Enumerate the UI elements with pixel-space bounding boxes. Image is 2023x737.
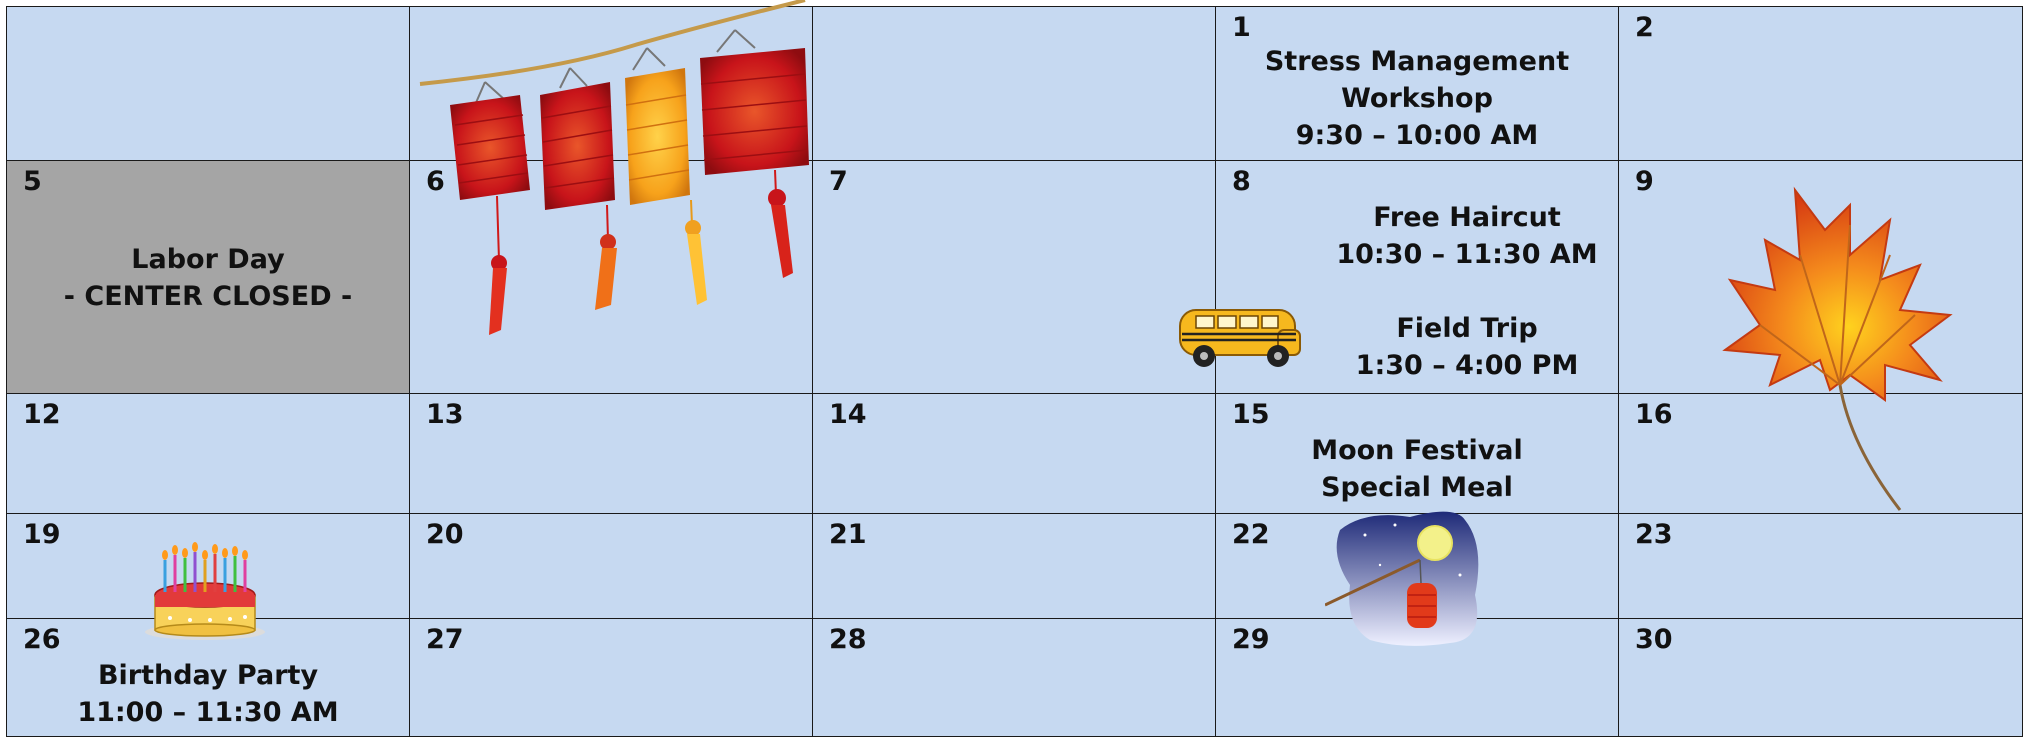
event-title-cont: Workshop: [1341, 83, 1493, 114]
day-number: 6: [426, 166, 445, 197]
event-haircut-fieldtrip: [1316, 199, 1618, 384]
event-time: 9:30 – 10:00 AM: [1295, 120, 1539, 151]
day-number: 30: [1635, 624, 1673, 655]
day-number: 20: [426, 519, 464, 550]
day-number: 7: [829, 166, 848, 197]
day-number: 23: [1635, 519, 1673, 550]
day-cell-20[interactable]: [409, 513, 813, 619]
day-cell-22[interactable]: [1215, 513, 1619, 619]
event-title: Birthday Party: [97, 660, 319, 691]
event-spacer: [1316, 273, 1618, 310]
day-cell-19[interactable]: [6, 513, 410, 619]
day-cell-9[interactable]: [1618, 160, 2023, 394]
event-subtitle: Special Meal: [1321, 472, 1513, 503]
event-title: Moon Festival: [1311, 435, 1523, 466]
day-cell-empty: [812, 6, 1216, 161]
day-cell-12[interactable]: [6, 393, 410, 514]
day-number: 19: [23, 519, 61, 550]
day-cell-27[interactable]: [409, 618, 813, 737]
day-number: 14: [829, 399, 867, 430]
event-time: 1:30 – 4:00 PM: [1355, 350, 1579, 381]
day-cell-14[interactable]: [812, 393, 1216, 514]
day-cell-5[interactable]: [6, 160, 410, 394]
day-number: 26: [23, 624, 61, 655]
day-cell-23[interactable]: [1618, 513, 2023, 619]
calendar-grid: [6, 6, 2023, 737]
event-title: Labor Day: [131, 244, 285, 275]
event-stress-management: [1216, 43, 1618, 154]
day-number: 22: [1232, 519, 1270, 550]
event-title: Free Haircut: [1373, 202, 1561, 233]
day-cell-16[interactable]: [1618, 393, 2023, 514]
day-number: 8: [1232, 166, 1251, 197]
day-number: 2: [1635, 12, 1654, 43]
event-time: 11:00 – 11:30 AM: [77, 697, 339, 728]
day-number: 5: [23, 166, 42, 197]
event-labor-day: [7, 241, 409, 315]
day-cell-8[interactable]: [1215, 160, 1619, 394]
day-cell-15[interactable]: [1215, 393, 1619, 514]
day-number: 12: [23, 399, 61, 430]
day-number: 9: [1635, 166, 1654, 197]
event-moon-festival: [1216, 432, 1618, 506]
day-cell-29[interactable]: [1215, 618, 1619, 737]
day-cell-2[interactable]: [1618, 6, 2023, 161]
day-cell-empty: [6, 6, 410, 161]
event-birthday-party: [7, 657, 409, 731]
day-number: 21: [829, 519, 867, 550]
day-cell-7[interactable]: [812, 160, 1216, 394]
day-cell-30[interactable]: [1618, 618, 2023, 737]
day-number: 1: [1232, 12, 1251, 43]
day-number: 16: [1635, 399, 1673, 430]
day-cell-28[interactable]: [812, 618, 1216, 737]
event-time: 10:30 – 11:30 AM: [1336, 239, 1598, 270]
day-number: 27: [426, 624, 464, 655]
event-title: Field Trip: [1396, 313, 1538, 344]
day-cell-13[interactable]: [409, 393, 813, 514]
day-number: 13: [426, 399, 464, 430]
day-cell-empty: [409, 6, 813, 161]
day-number: 15: [1232, 399, 1270, 430]
day-number: 29: [1232, 624, 1270, 655]
event-title: Stress Management: [1264, 46, 1570, 77]
day-cell-26[interactable]: [6, 618, 410, 737]
day-number: 28: [829, 624, 867, 655]
day-cell-6[interactable]: [409, 160, 813, 394]
day-cell-21[interactable]: [812, 513, 1216, 619]
closed-notice: - CENTER CLOSED -: [63, 281, 353, 312]
day-cell-1[interactable]: [1215, 6, 1619, 161]
